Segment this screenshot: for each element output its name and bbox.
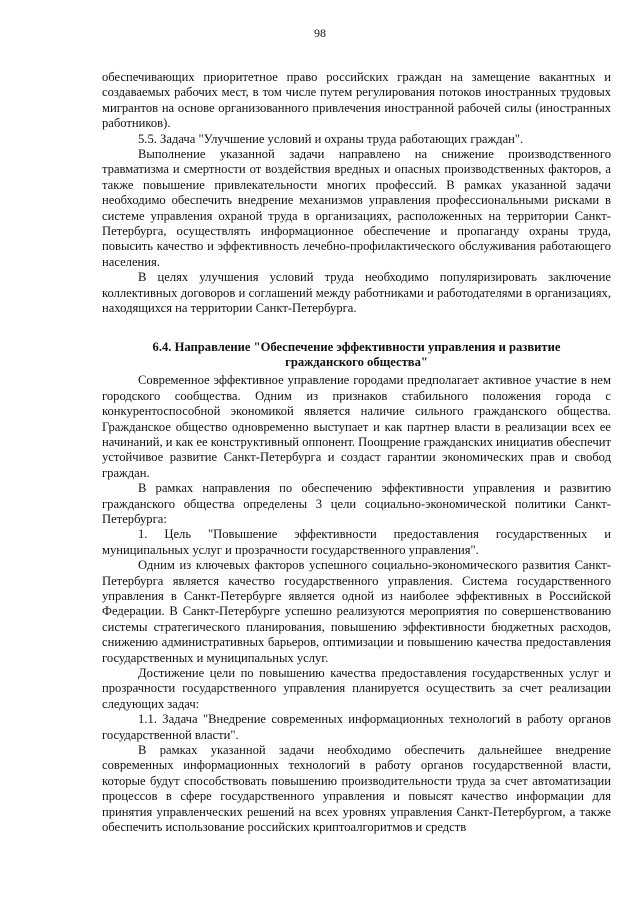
task-1-1-title: 1.1. Задача "Внедрение современных информационных технологий в работу органов государственной власти". (102, 712, 611, 742)
paragraph-civil-society: Современное эффективное управление городами предполагает активное участие в нем городского сообщества. Одним из признаков стабильного положения города с конкурентоспособной экономикой является наличие сильного гражданского общества. Гражданское общество одновременно выступает и как партнер власти в реализации всех ее начинаний, и как ее конструктивный оппонент. Поощрение гражданских инициатив обеспечит устойчивое развитие Санкт-Петербурга и создаст гарантии экономических прав и свобод граждан. (102, 373, 611, 480)
paragraph-labor-migration: обеспечивающих приоритетное право российских граждан на замещение вакантных и создаваемых рабочих мест, в том числе путем регулирования потоков иностранных трудовых мигрантов на основе организованного привлечения иностранной рабочей силы (иностранных работников). (102, 70, 611, 131)
page-number: 98 (314, 26, 326, 40)
paragraph-task-5-5-description: Выполнение указанной задачи направлено на снижение производственного травматизма и смертности от воздействия вредных и опасных производственных факторов, а также повышение привлекательности многих профессий. В рамках указанной задачи необходимо обеспечить внедрение механизмов управления профессиональными рисками в системе управления охраной труда в организациях, расположенных на территории Санкт-Петербурга, осуществлять информационное обеспечение и пропаганду охраны труда, повысить качество и эффективность лечебно-профилактического обслуживания работающего населения. (102, 147, 611, 269)
section-heading-6-4: 6.4. Направление "Обеспечение эффективности управления и развитие гражданского общества" (152, 339, 561, 369)
paragraph-collective-agreements: В целях улучшения условий труда необходимо популяризировать заключение коллективных договоров и соглашений между работниками и работодателями в организациях, находящихся на территории Санкт-Петербурга. (102, 270, 611, 316)
goal-1-title: 1. Цель "Повышение эффективности предоставления государственных и муниципальных услуг и прозрачности государственного управления". (102, 527, 611, 557)
paragraph-governance-quality: Одним из ключевых факторов успешного социально-экономического развития Санкт-Петербурга является качество государственного управления. Система государственного управления в Санкт-Петербурге является одной из наиболее эффективных в Российской Федерации. В Санкт-Петербурге успешно реализуются мероприятия по совершенствованию системы стратегического планирования, повышению эффективности бюджетных расходов, снижению административных барьеров, оптимизации и повышению качества предоставления государственных и муниципальных услуг. (102, 558, 611, 665)
paragraph-goal-achievement: Достижение цели по повышению качества предоставления государственных услуг и прозрачности государственного управления планируется осуществить за счет реализации следующих задач: (102, 666, 611, 711)
task-5-5-title: 5.5. Задача "Улучшение условий и охраны труда работающих граждан". (138, 131, 524, 146)
document-body (102, 70, 611, 836)
paragraph-three-goals: В рамках направления по обеспечению эффективности управления и развитию гражданского общества определены 3 цели социально-экономической политики Санкт-Петербурга: (102, 481, 611, 526)
paragraph-it-implementation: В рамках указанной задачи необходимо обеспечить дальнейшее внедрение современных информационных технологий в работу органов государственной власти, которые будут способствовать повышению производительности труда за счет автоматизации процессов в сфере государственного управления и повысят качество информации для принятия управленческих решений на всех уровнях управления Санкт-Петербургом, а также обеспечить использование российских криптоалгоритмов и средств (102, 743, 611, 835)
